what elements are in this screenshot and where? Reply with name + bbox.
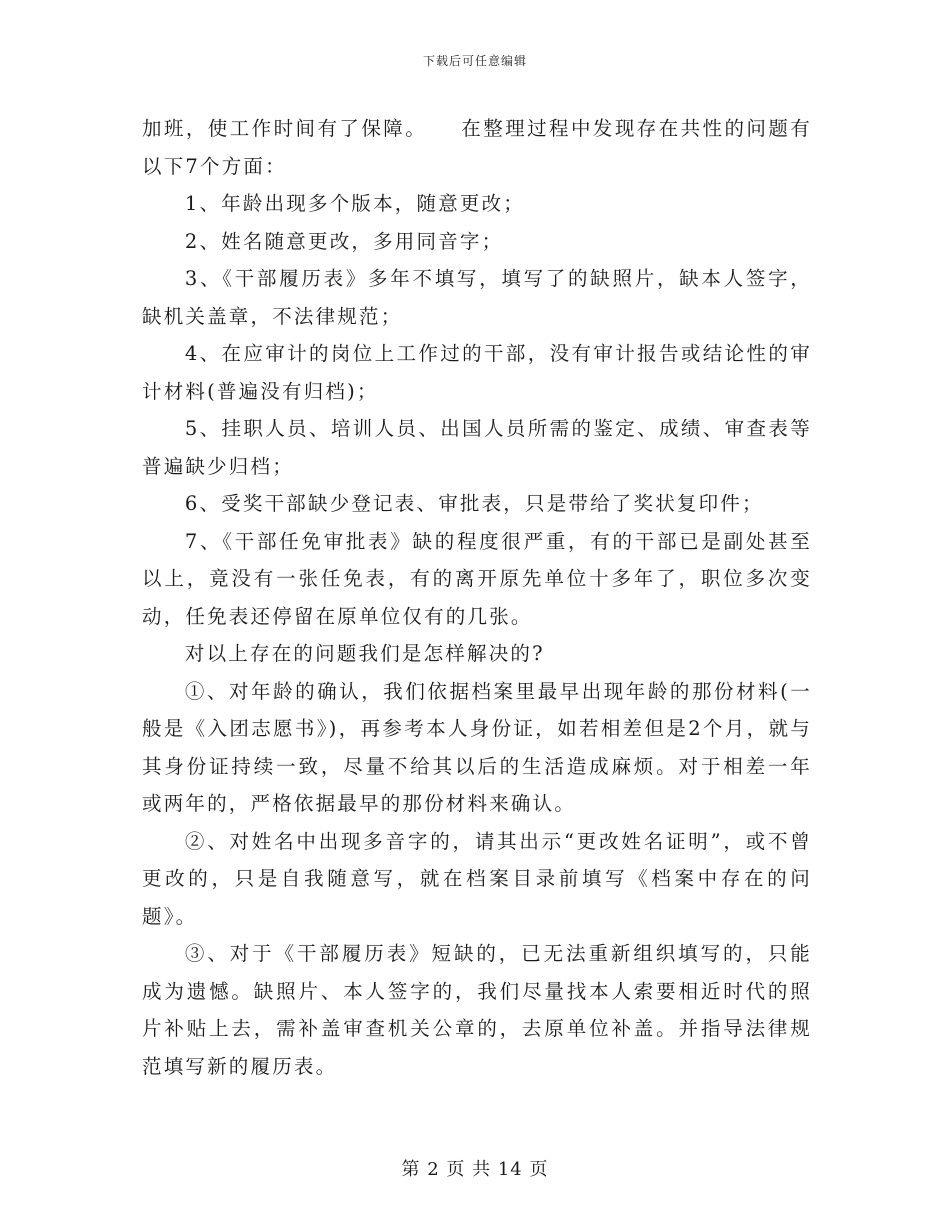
paragraph-solution-1: ①、对年龄的确认，我们依据档案里最早出现年龄的那份材料(一般是《入团志愿书》)，再参考本人身份证，如若相差但是2个月，就与其身份证持续一致，尽量不给其以后的生活造成麻烦。对于相差一年或两年的，严格依据最早的那份材料来确认。 — [142, 679, 812, 815]
paragraph-item-2: 2、姓名随意更改，多用同音字； — [184, 229, 504, 253]
paragraph-question: 对以上存在的问题我们是怎样解决的? — [184, 642, 545, 665]
paragraph-intro: 加班，使工作时间有了保障。 在整理过程中发现存在共性的问题有以下7个方面： — [142, 117, 812, 178]
paragraph-item-3: 3、《干部履历表》多年不填写，填写了的缺照片，缺本人签字，缺机关盖章，不法律规范； — [142, 267, 812, 328]
paragraph-item-1: 1、年龄出现多个版本，随意更改； — [184, 192, 525, 215]
paragraph-item-7: 7、《干部任免审批表》缺的程度很严重，有的干部已是副处甚至以上，竟没有一张任免表，有的离开原先单位十多年了，职位多次变动，任免表还停留在原单位仅有的几张。 — [142, 529, 812, 628]
paragraph-item-5: 5、挂职人员、培训人员、出国人员所需的鉴定、成绩、审查表等普遍缺少归档； — [142, 417, 812, 478]
document-body — [142, 110, 812, 1085]
page-header: 下载后可任意编辑 — [422, 54, 527, 68]
paragraph-solution-3: ③、对于《干部履历表》短缺的，已无法重新组织填写的，只能成为遗憾。缺照片、本人签字的，我们尽量找本人索要相近时代的照片补贴上去，需补盖审查机关公章的，去原单位补盖。并指导法律规范填写新的履历表。 — [142, 942, 812, 1078]
paragraph-item-4: 4、在应审计的岗位上工作过的干部，没有审计报告或结论性的审计材料(普遍没有归档)； — [142, 342, 812, 403]
paragraph-solution-2: ②、对姓名中出现多音字的，请其出示“更改姓名证明”，或不曾更改的，只是自我随意写，就在档案目录前填写《档案中存在的问题》。 — [142, 829, 812, 928]
paragraph-item-6: 6、受奖干部缺少登记表、审批表，只是带给了奖状复印件； — [184, 492, 764, 515]
page-footer: 第 2 页 共 14 页 — [401, 1159, 549, 1180]
